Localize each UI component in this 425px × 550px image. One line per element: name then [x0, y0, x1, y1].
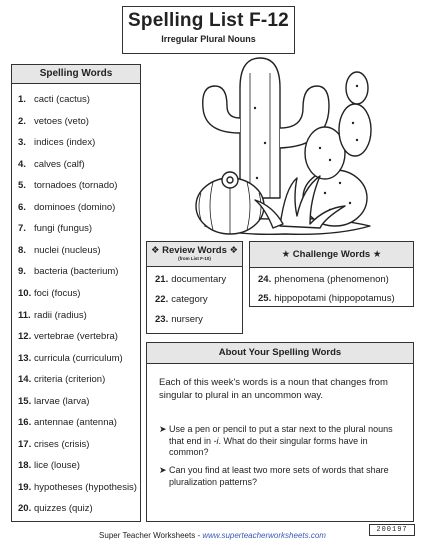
item-text: lice (louse) — [34, 460, 80, 472]
review-words-title: ❖ Review Words ❖ — [150, 245, 239, 256]
page-title: Spelling List F-12 — [128, 10, 289, 31]
item-text: documentary — [171, 274, 227, 285]
item-number: 10. — [18, 287, 32, 299]
list-item — [155, 274, 226, 285]
item-number: 4. — [18, 158, 26, 170]
list-item — [18, 331, 118, 342]
list-item — [18, 245, 101, 256]
challenge-words-header: ★ Challenge Words ★ — [250, 242, 413, 268]
list-item — [18, 396, 89, 407]
review-words-subtitle: (from List F-10) — [178, 256, 211, 261]
item-number: 17. — [18, 438, 32, 450]
cactus-icon — [185, 48, 380, 240]
list-item — [18, 223, 92, 234]
list-item — [18, 439, 89, 450]
list-item — [18, 137, 95, 148]
item-text: nuclei (nucleus) — [34, 244, 101, 256]
item-text: bacteria (bacterium) — [34, 266, 119, 278]
list-item — [18, 310, 87, 321]
about-intro: Each of this week's words is a noun that changes from singular to plural in an uncommon way. — [159, 377, 388, 401]
list-item — [155, 314, 203, 325]
list-item — [18, 159, 85, 170]
item-text: curricula (curriculum) — [34, 352, 123, 364]
item-number: 20. — [18, 503, 32, 515]
item-number: 25. — [258, 293, 272, 304]
item-text: radii (radius) — [34, 309, 87, 321]
item-number: 12. — [18, 331, 32, 343]
item-number: 11. — [18, 309, 31, 321]
footer-brand: Super Teacher Worksheets - — [99, 531, 203, 540]
item-text: indices (index) — [34, 137, 96, 149]
item-text: hypotheses (hypothesis) — [34, 481, 137, 493]
item-number: 16. — [18, 417, 32, 429]
item-text: cacti (cactus) — [34, 94, 90, 105]
arrow-icon: ➤ — [159, 465, 167, 475]
item-text: nursery — [171, 314, 203, 325]
arrow-icon: ➤ — [159, 424, 167, 434]
item-number: 3. — [18, 137, 26, 149]
about-bullet-1-suffix: -i — [213, 435, 219, 446]
list-item — [18, 180, 117, 191]
spelling-words-panel — [11, 64, 141, 522]
item-number: 15. — [18, 395, 32, 407]
page-subtitle: Irregular Plural Nouns — [161, 34, 256, 44]
item-text: foci (focus) — [34, 287, 81, 299]
item-number: 18. — [18, 460, 32, 472]
item-text: calves (calf) — [34, 158, 85, 170]
item-number: 7. — [18, 223, 26, 235]
about-bullet-2-text: Can you find at least two more sets of words that share pluralization patterns? — [169, 465, 389, 487]
item-text: category — [171, 294, 208, 305]
item-number: 5. — [18, 180, 26, 192]
list-item — [18, 266, 118, 277]
footer-link[interactable]: www.superteacherworksheets.com — [202, 531, 326, 540]
item-text: vertebrae (vertebra) — [34, 331, 118, 343]
item-number: 9. — [18, 266, 26, 278]
review-words-panel — [146, 241, 243, 334]
item-number: 1. — [18, 94, 26, 105]
list-item — [18, 353, 123, 364]
item-number: 14. — [18, 374, 32, 386]
list-item — [18, 503, 93, 514]
item-number: 13. — [18, 352, 32, 364]
challenge-words-panel — [249, 241, 414, 307]
item-text: antennae (antenna) — [34, 417, 117, 429]
about-bullet-1-text: Use a pen or pencil to put a star next to the plural nouns that end in — [169, 424, 393, 446]
list-item — [18, 460, 80, 471]
list-item — [155, 294, 208, 305]
item-number: 6. — [18, 201, 26, 213]
about-bullet-2 — [159, 465, 405, 488]
item-text: larvae (larva) — [34, 395, 90, 407]
item-text: crises (crisis) — [34, 438, 90, 450]
item-number: 19. — [18, 481, 32, 493]
list-item — [18, 116, 89, 127]
review-words-header — [147, 242, 242, 267]
worksheet-code: 200197 — [369, 524, 415, 536]
list-item — [18, 94, 90, 105]
about-bullet-1-text-end: . What do their singular forms have in common? — [169, 435, 368, 457]
list-item — [258, 293, 395, 304]
list-item — [18, 288, 80, 299]
item-text: vetoes (veto) — [34, 115, 89, 127]
item-number: 23. — [155, 314, 169, 325]
title-box — [122, 6, 295, 54]
spelling-words-header: Spelling Words — [12, 65, 140, 84]
list-item — [18, 202, 115, 213]
item-number: 24. — [258, 274, 272, 285]
list-item — [18, 482, 137, 493]
footer — [0, 531, 425, 540]
item-number: 22. — [155, 294, 169, 305]
about-bullet-1 — [159, 424, 405, 459]
about-panel — [146, 342, 414, 522]
item-text: criteria (criterion) — [34, 374, 106, 386]
item-number: 21. — [155, 274, 169, 285]
item-text: hippopotami (hippopotamus) — [274, 293, 395, 304]
list-item — [258, 274, 389, 285]
item-text: dominoes (domino) — [34, 201, 116, 213]
about-header: About Your Spelling Words — [147, 343, 413, 364]
list-item — [18, 417, 117, 428]
item-text: fungi (fungus) — [34, 223, 93, 235]
item-text: quizzes (quiz) — [34, 503, 93, 515]
list-item — [18, 374, 105, 385]
item-number: 8. — [18, 244, 26, 256]
item-number: 2. — [18, 115, 26, 127]
item-text: tornadoes (tornado) — [34, 180, 118, 192]
item-text: phenomena (phenomenon) — [274, 274, 389, 285]
